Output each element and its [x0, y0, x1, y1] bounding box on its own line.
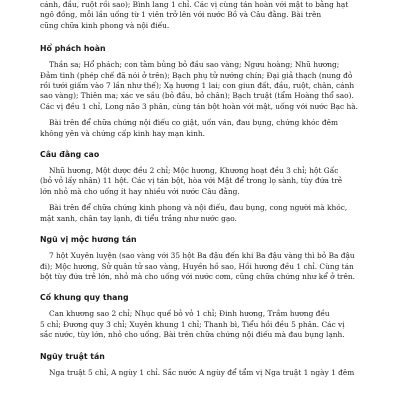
section-heading: Câu đằng cao: [40, 150, 100, 160]
text-line: mặt xanh, chân tay lạnh, đi tiểu trắng như nước gạo.: [40, 213, 237, 223]
text-line: Nga truật 5 chỉ, A ngùy 1 chỉ. Sắc nước A ngùy để tẩm vị Nga truật 1 ngày 1 đêm: [49, 367, 355, 377]
text-line: (bỏ vỏ lấy nhân) 11 hột. Các vị tán bột, hòa với Mật để trong lọ sành, tùy đứa trẻ: [40, 176, 343, 186]
text-line: sắc nước, tùy lớn, nhỏ cho uống. Bài trên chữa chứng nội điếu mà đau bụng lạnh.: [40, 330, 345, 340]
paragraph: [40, 203, 362, 224]
paragraph: [40, 118, 362, 139]
text-line: rồi tưới giấm vào 7 lần như thế); Xạ hương 1 lai; con giun đất, đầu, ruột, chân, cánh: [40, 81, 355, 91]
text-line: đi); Mộc hương, Sử quân tử sao vàng, Huyền hồ sao, Hồi hương đều 1 chỉ. Cùng tán: [40, 261, 354, 271]
text-line: 7 hột Xuyên luyện (sao vàng với 35 hột Ba đậu đến khi Ba đậu vàng thì bỏ Ba đậu: [49, 251, 355, 261]
text-line: không yên và chứng cấp kinh hay mạn kinh.: [40, 128, 206, 138]
text-line: Bài trên để chữa chứng kinh phong và nội điếu, đau bụng, cong người mà khóc,: [49, 203, 348, 213]
text-line: cánh, đầu, ruột rồi sao); Bình lang 1 chỉ. Các vị cùng tán hoàn với mật to bằng hạt: [40, 0, 349, 9]
paragraph: [40, 166, 362, 197]
intro-paragraph: [40, 0, 362, 31]
text-line: Đảm tinh (phép chế đã nói ở trên); Bạch phụ tử nướng chín; Đại giả thạch (nung đỏ: [40, 70, 353, 80]
text-line: 5 chỉ; Đương quy 3 chỉ; Xuyên khung 1 chỉ; Thanh bì, Tiểu hồi đều 5 phân. Các vị: [40, 319, 345, 329]
text-line: ngô đồng, mỗi lần uống từ 1 viên trở lên với nước Bồ và Câu đằng. Bài trên: [40, 10, 322, 20]
paragraph: [40, 368, 362, 378]
text-line: sao vàng); Thiên ma; xác ve sầu (bỏ đầu, bỏ chân); Bạch truật (tẩm Hoàng thổ sao).: [40, 91, 354, 101]
text-line: Bài trên để chữa chứng nội điếu co giật, uốn ván, đau bụng, chứng khóc đêm: [49, 118, 339, 128]
text-line: lớn nhỏ mà cho uống ít hay nhiều với nước Câu đằng.: [40, 186, 240, 196]
text-line: Nhũ hương, Một dược đều 2 chỉ; Mộc hương, Khương hoạt đều 3 chỉ; hột Gấc: [49, 166, 339, 176]
section-heading: Hổ phách hoàn: [40, 44, 106, 54]
paragraph: [40, 251, 362, 282]
text-line: bột tùy đứa trẻ lớn, nhỏ mà cho uống với nước cơm, cũng chữa chứng như kể ở trên.: [40, 271, 355, 281]
recipe-section-cau-dang-cao: [40, 149, 362, 224]
text-line: Các vị đều 1 chỉ, Long não 3 phân, cùng tán bột hoàn với mật, uống với nước Bạc hà.: [40, 101, 359, 111]
section-heading: Ngũ vị mộc hương tán: [40, 235, 137, 245]
recipe-section-co-khung-quy-thang: [40, 292, 362, 340]
recipe-section-nguy-truat-tan: [40, 351, 362, 378]
text-line: Can khương sao 2 chỉ; Nhục quế bỏ vỏ 1 chỉ; Đinh hương, Trầm hương đều: [49, 309, 330, 319]
text-line: cũng chữa kinh phong và nội điếu.: [40, 20, 170, 30]
paragraph: [40, 60, 362, 112]
section-heading: Cố khung quy thang: [40, 293, 129, 303]
paragraph: [40, 309, 362, 340]
text-line: Thần sa; Hổ phách; con tằm bủng bỏ đầu sao vàng; Ngưu hoàng; Nhũ hương;: [49, 60, 340, 70]
recipe-section-ngu-vi-moc-huong-tan: [40, 234, 362, 282]
recipe-section-ho-phach-hoan: [40, 43, 362, 139]
section-heading: Ngũy truật tán: [40, 351, 105, 361]
